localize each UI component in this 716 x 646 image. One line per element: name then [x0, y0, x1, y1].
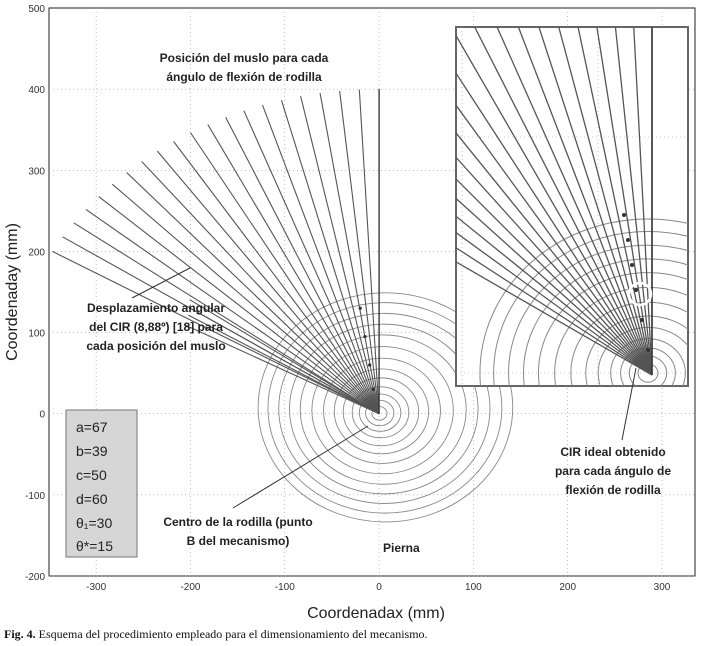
figure-caption: [4, 627, 712, 642]
x-tick-label: 0: [376, 582, 382, 593]
x-tick-label: -300: [86, 582, 107, 593]
cir-trail-point: [368, 363, 371, 366]
x-tick-label: 100: [465, 582, 482, 593]
annotation-cir-shift-1: Desplazamiento angular: [86, 301, 226, 315]
y-tick-label: 0: [39, 409, 45, 421]
parameter-box: [66, 410, 137, 557]
y-tick-label: 400: [28, 85, 45, 97]
y-tick-label: -200: [24, 572, 45, 583]
y-tick-label: 200: [28, 247, 45, 259]
inset-cir-trail-point: [626, 238, 630, 242]
x-tick-label: 200: [559, 582, 577, 593]
annotation-cir-shift-2: del CIR (8,88º) [18] para: [89, 320, 223, 334]
annotation-knee-center-1: Centro de la rodilla (punto: [163, 515, 313, 529]
caption-label: Fig. 4.: [4, 627, 36, 641]
x-axis-label: Coordenadax (mm): [307, 605, 445, 622]
annotation-thigh-2: ángulo de flexión de rodilla: [166, 70, 322, 84]
inset-cir-trail-point: [622, 213, 626, 217]
inset-cir-trail-point: [634, 288, 638, 292]
inset-cir-trail-point: [640, 318, 644, 322]
x-tick-label: 300: [653, 582, 671, 593]
param-c: c=50: [76, 467, 107, 483]
cir-trail-point: [372, 388, 375, 391]
y-tick-label: 300: [28, 166, 45, 178]
y-axis-label: Coordenaday (mm): [4, 223, 21, 361]
param-b: b=39: [76, 443, 108, 459]
cir-trail-point: [359, 307, 362, 310]
x-tick-label: -100: [274, 582, 295, 593]
inset-frame: [456, 27, 688, 386]
x-tick-label: -200: [180, 582, 201, 593]
y-tick-label: -100: [24, 490, 45, 502]
annotation-ideal-cir-2: para cada ángulo de: [554, 464, 672, 478]
inset-cir-trail-point: [630, 263, 634, 267]
y-tick-label: 500: [28, 4, 45, 15]
caption-text: Esquema del procedimiento empleado para el dimensionamiento del mecanismo.: [35, 627, 428, 641]
param-theta-star: θ*=15: [76, 538, 113, 554]
annotation-cir-shift-3: cada posición del muslo: [86, 339, 226, 353]
annotation-thigh-1: Posición del muslo para cada: [159, 51, 329, 65]
y-tick-label: 100: [28, 328, 45, 340]
annotation-knee-center-2: B del mecanismo): [186, 534, 290, 548]
annotation-leg: Pierna: [383, 541, 420, 555]
y-tick-labels: [25, 4, 45, 583]
param-d: d=60: [76, 491, 108, 507]
param-a: a=67: [76, 419, 108, 435]
cir-trail-point: [363, 335, 366, 338]
inset-cir-trail-point: [646, 348, 650, 352]
annotation-ideal-cir-3: flexión de rodilla: [565, 483, 661, 497]
x-tick-labels: [86, 582, 671, 593]
annotation-ideal-cir-1: CIR ideal obtenido: [560, 445, 666, 459]
param-theta1: θ₁=30: [76, 515, 113, 531]
